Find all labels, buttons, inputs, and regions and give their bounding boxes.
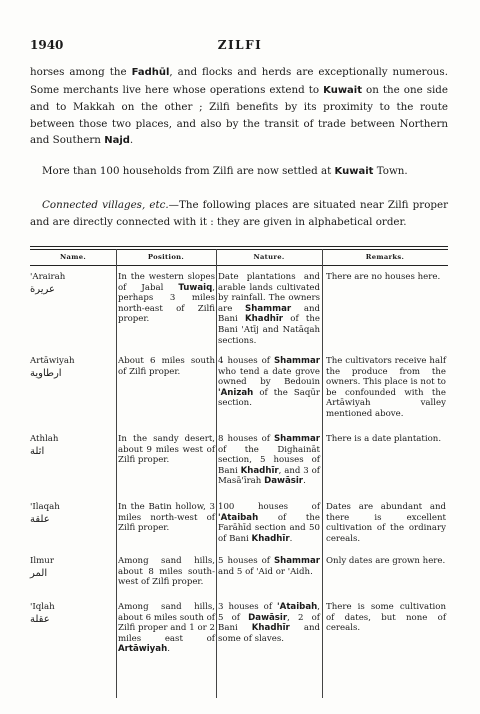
paragraph-households: More than 100 households from Zilfi are now settled at Kuwait Town. (42, 165, 408, 177)
table-row-position: About 6 miles south of Zilfi proper. (118, 356, 215, 377)
bold-term: Najd (104, 135, 130, 147)
place-name: Athlah (30, 434, 59, 444)
table-row-name (30, 434, 114, 457)
table-row-remarks: Dates are abundant and there is excellent cultivation of the ordinary cereals. (326, 502, 446, 544)
table-row-position: In the sandy desert, about 9 miles west of Zilfi proper. (118, 434, 215, 466)
place-name-arabic: عقلة (30, 613, 50, 625)
page-header (30, 38, 450, 56)
table-row-nature: 5 houses of Shammar and 5 of 'Aid or 'Aidh. (218, 556, 320, 577)
paragraph-trade: horses among the Fadhūl, and flocks and herds are exceptionally numerous. Some merchants live here whose operations extend to Kuwait on the one side and to Makkah on the other ; Zilfi benefits by its proximity to the route between those two places, and also by the transit of trade between Northern and Southern Najd. (30, 66, 448, 147)
column-divider (216, 249, 217, 698)
column-header-position: Position. (147, 253, 185, 261)
bold-term: Kuwait (334, 166, 374, 177)
table-row-nature: 4 houses of Shammar who tend a date grove owned by Bedouin 'Anizah of the Saqūr section. (218, 356, 320, 409)
table-rule-top-inner (30, 249, 448, 250)
table-row-name (30, 356, 114, 379)
place-name: Artāwiyah (30, 356, 75, 366)
table-row-position: In the western slopes of Jabal Tuwaiq, perhaps 3 miles north-east of Zilfi proper. (118, 272, 215, 325)
place-name-arabic: علقة (30, 513, 50, 525)
column-header-nature: Nature. (253, 253, 285, 261)
place-name-arabic: ارطاوية (30, 367, 62, 379)
table-row-position: Among sand hills, about 6 miles south of Zilfi proper and 1 or 2 miles east of Artāwiyah. (118, 602, 215, 655)
table-row-name (30, 602, 114, 625)
table-row-remarks: There are no houses here. (326, 272, 441, 282)
table-row-nature: 100 houses of 'Ataibah of the Farāhīd section and 50 of Bani Khadhīr. (218, 502, 320, 544)
place-name: 'Arairah (30, 272, 66, 282)
table-row-position: In the Batin hollow, 3 miles north-west of Zilfi proper. (118, 502, 215, 534)
place-name-arabic: المر (30, 567, 48, 579)
table-row-nature: 3 houses of 'Ataibah, 5 of Dawāsir, 2 of Bani Khadhīr and some of slaves. (218, 602, 320, 644)
column-divider (116, 249, 117, 698)
place-name: Ilmur (30, 556, 54, 566)
column-header-name: Name. (60, 253, 86, 261)
paragraph-connected-villages: Connected villages, etc.—The following places are situated near Zilfi proper and are directly connected with it : they are given in alphabetical order. (30, 199, 448, 228)
bold-term: Kuwait (323, 84, 363, 96)
table-rule-top (30, 246, 448, 247)
column-header-remarks: Remarks. (365, 253, 405, 261)
table-row-remarks: Only dates are grown here. (326, 556, 446, 566)
running-title: ZILFI (217, 38, 263, 52)
place-name-arabic: عريرة (30, 283, 56, 295)
table-header-rule (30, 265, 448, 266)
bold-term: Fadhūl (131, 67, 170, 78)
place-name-arabic: اثلة (30, 445, 45, 457)
table-row-nature: Date plantations and arable lands cultivated by rainfall. The owners are Shammar and Bani Khadhīr of the Bani 'Atīj and Natāqah sections. (218, 272, 320, 346)
table-row-remarks: The cultivators receive half the produce from the owners. This place is not to be confounded with the Artāwiyah valley mentioned above. (326, 356, 446, 419)
table-row-position: Among sand hills, about 8 miles south-west of Zilfi proper. (118, 556, 215, 588)
table-row-name (30, 272, 114, 295)
table-row-name (30, 556, 114, 579)
section-heading: Connected villages, etc. (42, 199, 169, 211)
column-divider (322, 249, 323, 698)
place-name: 'Iqlah (30, 602, 55, 612)
table-row-name (30, 502, 114, 525)
table-row-remarks: There is some cultivation of dates, but none of cereals. (326, 602, 446, 634)
table-row-remarks: There is a date plantation. (326, 434, 442, 444)
table-row-nature: 8 houses of Shammar of the Dighaināt section, 5 houses of Bani Khadhīr, and 3 of Masā'īrah Dawāsir. (218, 434, 320, 487)
page-number: 1940 (30, 38, 64, 52)
place-name: 'Ilaqah (30, 502, 60, 512)
